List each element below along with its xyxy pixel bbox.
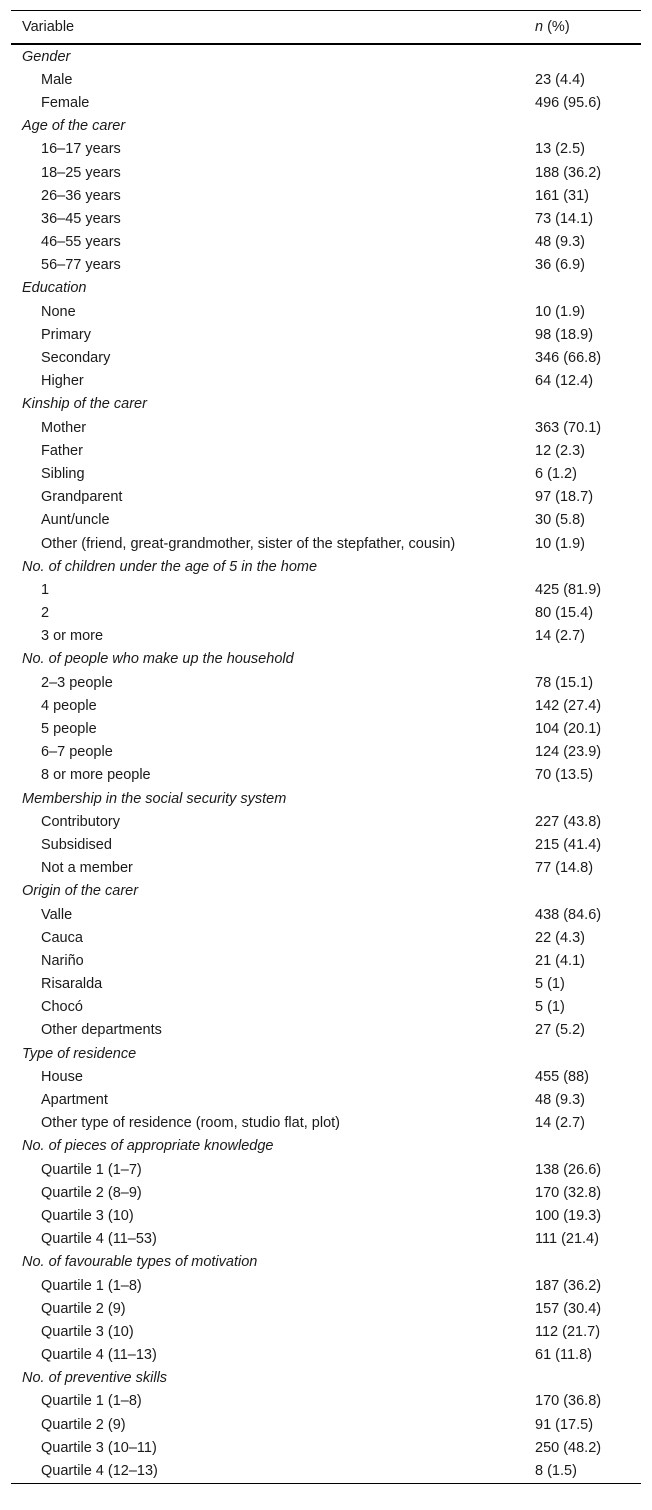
row-value: 104 (20.1) [535,721,602,738]
row-value: 30 (5.8) [535,512,585,529]
header-variable-label: Variable [22,19,75,35]
row-label: 3 or more [41,628,104,645]
row-value: 12 (2.3) [535,442,585,459]
row-label: 6–7 people [41,744,113,761]
table-row [11,717,641,740]
row-value: 36 (6.9) [535,257,585,274]
row-value: 14 (2.7) [535,1115,585,1132]
table-row [11,1297,641,1320]
group-row [11,393,641,416]
row-label: None [41,303,76,320]
header-n-label: n [535,19,544,35]
row-label: Quartile 2 (9) [41,1300,126,1317]
row-label: Quartile 3 (10) [41,1207,134,1224]
row-value: 27 (5.2) [535,1022,585,1039]
data-table-container [11,10,641,1484]
table-row [11,694,641,717]
row-value: 48 (9.3) [535,1092,585,1109]
group-row [11,1135,641,1158]
table-row [11,346,641,369]
row-label: Valle [41,906,73,923]
table-row [11,91,641,114]
row-value: 77 (14.8) [535,860,594,877]
table-row [11,1158,641,1181]
row-label: Quartile 2 (8–9) [41,1184,142,1201]
group-title: No. of preventive skills [22,1370,168,1387]
table-row [11,1390,641,1413]
row-label: 36–45 years [41,210,121,227]
row-value: 5 (1) [535,976,565,993]
table-row [11,462,641,485]
row-label: 56–77 years [41,257,121,274]
table-row [11,416,641,439]
group-title: Age of the carer [22,118,126,135]
row-label: Male [41,71,73,88]
table-row [11,857,641,880]
row-value: 438 (84.6) [535,906,602,923]
row-label: Other (friend, great-grandmother, sister of the stepfather, cousin) [41,535,456,552]
row-value: 157 (30.4) [535,1300,602,1317]
row-value: 138 (26.6) [535,1161,602,1178]
row-value: 21 (4.1) [535,952,585,969]
row-label: Chocó [41,999,83,1016]
table-row [11,741,641,764]
row-label: Not a member [41,860,133,877]
table-row [11,578,641,601]
table-row [11,1274,641,1297]
row-label: Quartile 1 (1–8) [41,1277,142,1294]
table-row [11,996,641,1019]
row-label: Quartile 1 (1–8) [41,1393,142,1410]
row-label: 46–55 years [41,234,121,251]
row-value: 97 (18.7) [535,489,594,506]
table-row [11,486,641,509]
table-row [11,532,641,555]
table-row [11,1459,641,1483]
row-value: 64 (12.4) [535,373,594,390]
table-body [11,44,641,1483]
row-value: 61 (11.8) [535,1347,592,1364]
row-value: 91 (17.5) [535,1416,594,1433]
row-label: 2–3 people [41,674,113,691]
table-row [11,323,641,346]
table-row [11,764,641,787]
table-header-row [11,11,641,45]
row-label: 5 people [41,721,97,738]
row-value: 142 (27.4) [535,697,602,714]
row-label: Other type of residence (room, studio flat, plot) [41,1115,340,1132]
row-label: House [41,1068,83,1085]
table-row [11,1065,641,1088]
row-value: 13 (2.5) [535,141,585,158]
row-value: 455 (88) [535,1068,590,1085]
row-label: Quartile 4 (11–53) [41,1231,157,1248]
table-row [11,1413,641,1436]
table-row [11,1112,641,1135]
row-value: 100 (19.3) [535,1207,602,1224]
group-row [11,115,641,138]
table-row [11,1181,641,1204]
row-label: Secondary [41,350,111,367]
group-row [11,44,641,68]
table-row [11,1088,641,1111]
row-value: 73 (14.1) [535,210,594,227]
table-row [11,370,641,393]
table-row [11,509,641,532]
row-label: Subsidised [41,836,112,853]
table-row [11,1228,641,1251]
row-value: 5 (1) [535,999,565,1016]
table-row [11,161,641,184]
group-row [11,277,641,300]
header-variable [11,11,535,45]
row-label: 1 [41,581,50,598]
group-title: Education [22,280,87,297]
row-label: Father [41,442,83,459]
group-row [11,880,641,903]
row-value: 10 (1.9) [535,303,585,320]
table-row [11,1344,641,1367]
table-row [11,810,641,833]
row-value: 425 (81.9) [535,581,602,598]
row-label: Cauca [41,929,83,946]
row-value: 250 (48.2) [535,1439,602,1456]
row-label: Apartment [41,1092,108,1109]
row-label: 8 or more people [41,767,151,784]
group-title: No. of people who make up the household [22,651,294,668]
row-value: 188 (36.2) [535,164,602,181]
row-value: 496 (95.6) [535,94,602,111]
row-label: Contributory [41,813,120,830]
row-value: 98 (18.9) [535,326,594,343]
row-value: 187 (36.2) [535,1277,602,1294]
group-row [11,1251,641,1274]
row-label: Quartile 2 (9) [41,1416,126,1433]
group-row [11,1367,641,1390]
table-row [11,1436,641,1459]
table-row [11,254,641,277]
row-value: 363 (70.1) [535,419,602,436]
row-value: 10 (1.9) [535,535,585,552]
row-label: 16–17 years [41,141,121,158]
row-value: 227 (43.8) [535,813,602,830]
group-title: Type of residence [22,1045,137,1062]
table-row [11,833,641,856]
row-value: 124 (23.9) [535,744,602,761]
group-title: Gender [22,48,71,65]
group-title: No. of favourable types of motivation [22,1254,258,1271]
row-value: 6 (1.2) [535,465,577,482]
row-label: Risaralda [41,976,103,993]
row-value: 111 (21.4) [535,1231,599,1248]
row-value: 8 (1.5) [535,1459,641,1483]
group-row [11,555,641,578]
row-label: 4 people [41,697,97,714]
table-row [11,300,641,323]
row-label: Aunt/uncle [41,512,110,529]
table-row [11,207,641,230]
header-n-percent [535,11,641,45]
table-row [11,1019,641,1042]
group-title: No. of children under the age of 5 in the home [22,558,318,575]
table-row [11,68,641,91]
row-label: Quartile 1 (1–7) [41,1161,142,1178]
row-label: 2 [41,605,50,622]
row-value: 112 (21.7) [535,1323,601,1340]
table-row [11,671,641,694]
row-label: Mother [41,419,87,436]
row-label: 26–36 years [41,187,121,204]
row-value: 170 (32.8) [535,1184,602,1201]
row-value: 23 (4.4) [535,71,585,88]
row-label: Female [41,94,90,111]
row-label: Quartile 4 (11–13) [41,1347,157,1364]
row-label: Higher [41,373,84,390]
table-row [11,184,641,207]
table-row [11,231,641,254]
row-label: Nariño [41,952,84,969]
row-label: Primary [41,326,91,343]
row-label: Other departments [41,1022,162,1039]
group-title: Origin of the carer [22,883,139,900]
row-value: 48 (9.3) [535,234,585,251]
row-value: 170 (36.8) [535,1393,602,1410]
row-label: Sibling [41,465,85,482]
table-row [11,1204,641,1227]
group-row [11,1042,641,1065]
group-title: Membership in the social security system [22,790,287,807]
group-row [11,648,641,671]
row-value: 78 (15.1) [535,674,594,691]
header-percent-label: (%) [543,19,570,35]
table-row [11,138,641,161]
table-row [11,973,641,996]
row-label: Grandparent [41,489,123,506]
table-row [11,926,641,949]
row-value: 161 (31) [535,187,590,204]
row-value: 22 (4.3) [535,929,585,946]
row-value: 14 (2.7) [535,628,585,645]
row-value: 80 (15.4) [535,605,594,622]
table-row [11,602,641,625]
row-label: Quartile 4 (12–13) [11,1459,535,1483]
row-label: Quartile 3 (10–11) [41,1439,157,1456]
table-row [11,903,641,926]
table-row [11,949,641,972]
table-row [11,625,641,648]
row-value: 346 (66.8) [535,350,602,367]
row-value: 215 (41.4) [535,836,602,853]
group-row [11,787,641,810]
table-row [11,439,641,462]
variables-table [11,10,641,1484]
row-value: 70 (13.5) [535,767,594,784]
group-title: Kinship of the carer [22,396,147,413]
group-title: No. of pieces of appropriate knowledge [22,1138,274,1155]
row-label: 18–25 years [41,164,121,181]
row-label: Quartile 3 (10) [41,1323,134,1340]
table-row [11,1320,641,1343]
